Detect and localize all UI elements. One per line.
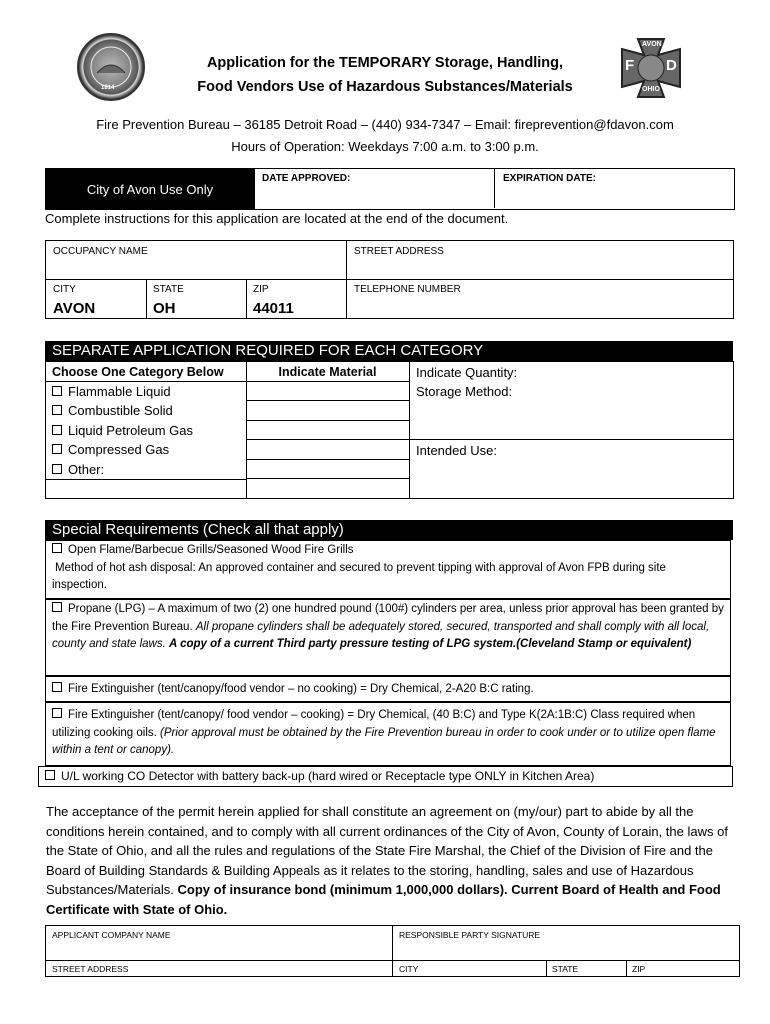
zip-label: ZIP [253,284,269,295]
open-flame-body: Method of hot ash disposal: An approved container and secured to prevent tipping with approval of Avon FPB during site inspection. [52,561,666,591]
category-checkbox-combustible-solid[interactable] [52,403,173,418]
contact-line: Fire Prevention Bureau – 36185 Detroit Road – (440) 934-7347 – Email: fireprevention@fdavon.com [96,117,674,132]
checkbox-icon[interactable] [45,770,55,780]
category-label: Liquid Petroleum Gas [68,423,194,438]
category-checkbox-liquid-petroleum-gas[interactable] [52,423,193,438]
hours-line: Hours of Operation: Weekdays 7:00 a.m. to 3:00 p.m. [231,139,539,154]
fire-department-logo [618,35,684,101]
checkbox-icon[interactable] [52,464,62,474]
indicate-quantity-field[interactable]: Indicate Quantity: [416,365,518,380]
telephone-field[interactable]: TELEPHONE NUMBER [354,284,461,295]
state-label: STATE [153,284,184,295]
city-label: CITY [53,284,76,295]
occupancy-name-field[interactable]: OCCUPANCY NAME [53,246,148,257]
applicant-company-name-field[interactable]: APPLICANT COMPANY NAME [52,930,171,940]
date-approved-field[interactable]: DATE APPROVED: [262,173,351,184]
form-title-line-1: Application for the TEMPORARY Storage, Handling, [206,55,564,71]
open-flame-title: Open Flame/Barbecue Grills/Seasoned Wood Fire Grills [68,544,354,556]
seal-year: 1814 [101,85,115,91]
propane-requirement[interactable] [45,599,731,676]
instructions-note: Complete instructions for this application are located at the end of the document. [45,211,509,226]
propane-bold-text: A copy of a current Third party pressure testing of LPG system.(Cleveland Stamp or equivalent) [169,638,692,650]
logo-f-letter: F [625,57,635,74]
checkbox-icon[interactable] [52,682,62,692]
checkbox-icon[interactable] [52,543,62,553]
extinguisher-cooking-requirement[interactable] [45,702,731,766]
checkbox-icon[interactable] [52,405,62,415]
category-label: Other: [68,462,105,477]
category-checkbox-other[interactable] [52,462,104,477]
category-label: Combustible Solid [68,403,173,418]
agreement-text: The acceptance of the permit herein applied for shall constitute an agreement on (my/our) part to abide by all the conditions herein contained, and to comply with all current ordinances of the City of Avon, County of Lorain, the laws of the State of Ohio, and all the rules and regulations of the State Fire Marshal, the Chief of the Division of Fire and the Board of Building Standards & Building Appeals as it relates to the storing, handling, sales and use of Hazardous Substances/Materials. [46,804,728,897]
city-seal-logo [77,33,145,101]
propane-text: Propane (LPG) – A maximum of two (2) one hundred pound (100#) cylinders per area, unless prior approval has been granted by the Fire Prevention Bureau. [52,603,724,633]
applicant-zip-field[interactable]: ZIP [632,964,646,974]
checkbox-icon[interactable] [52,425,62,435]
checkbox-icon[interactable] [52,708,62,718]
category-section-header: SEPARATE APPLICATION REQUIRED FOR EACH CATEGORY [45,341,733,361]
logo-d-letter: D [666,57,677,74]
applicant-street-address-field[interactable]: STREET ADDRESS [52,964,129,974]
propane-italic-text: All propane cylinders shall be adequately stored, secured, transported and shall comply with all local, county and state laws. [52,620,710,650]
expiration-date-field[interactable]: EXPIRATION DATE: [503,173,596,184]
checkbox-icon[interactable] [52,444,62,454]
category-checkbox-compressed-gas[interactable] [52,442,169,457]
open-flame-requirement[interactable] [45,540,731,599]
extinguisher-cooking-italic: (Prior approval must be obtained by the Fire Prevention bureau in order to cook under or to utilize open flame within a tent or canopy). [52,726,716,756]
choose-category-header: Choose One Category Below [52,365,224,379]
checkbox-icon[interactable] [52,602,62,612]
co-detector-text: U/L working CO Detector with battery back-up (hard wired or Receptacle type ONLY in Kitchen Area) [61,769,595,783]
street-address-field[interactable]: STREET ADDRESS [354,246,444,257]
applicant-city-field[interactable]: CITY [399,964,419,974]
state-value[interactable]: OH [153,300,176,317]
form-title-line-2: Food Vendors Use of Hazardous Substances/Materials [197,79,573,95]
applicant-state-field[interactable]: STATE [552,964,579,974]
special-requirements-header: Special Requirements (Check all that apply) [45,520,733,540]
intended-use-field[interactable]: Intended Use: [416,443,497,458]
checkbox-icon[interactable] [52,386,62,396]
category-label: Flammable Liquid [68,384,171,399]
city-value[interactable]: AVON [53,300,96,317]
agreement-paragraph [46,802,736,919]
zip-value[interactable]: 44011 [253,300,294,317]
co-detector-requirement[interactable] [38,766,733,787]
responsible-party-signature-field[interactable]: RESPONSIBLE PARTY SIGNATURE [399,930,541,940]
extinguisher-cooking-text: Fire Extinguisher (tent/canopy/ food vendor – cooking) = Dry Chemical, (40 B:C) and Type K(2A:1B:C) Class required when utilizing cooking oils. [52,709,696,739]
city-use-label: City of Avon Use Only [86,182,214,197]
extinguisher-no-cooking-requirement[interactable] [45,676,731,702]
indicate-material-header: Indicate Material [278,365,377,379]
category-checkbox-flammable-liquid[interactable] [52,384,171,399]
logo-ohio-text: OHIO [642,86,660,93]
agreement-bold-text: Copy of insurance bond (minimum 1,000,000 dollars). Current Board of Health and Food Certificate with State of Ohio. [46,882,721,917]
extinguisher-no-cooking-text: Fire Extinguisher (tent/canopy/food vendor – no cooking) = Dry Chemical, 2-A20 B:C rating. [68,683,534,695]
logo-avon-text: AVON [642,41,662,48]
storage-method-field[interactable]: Storage Method: [416,384,513,399]
category-label: Compressed Gas [68,442,170,457]
